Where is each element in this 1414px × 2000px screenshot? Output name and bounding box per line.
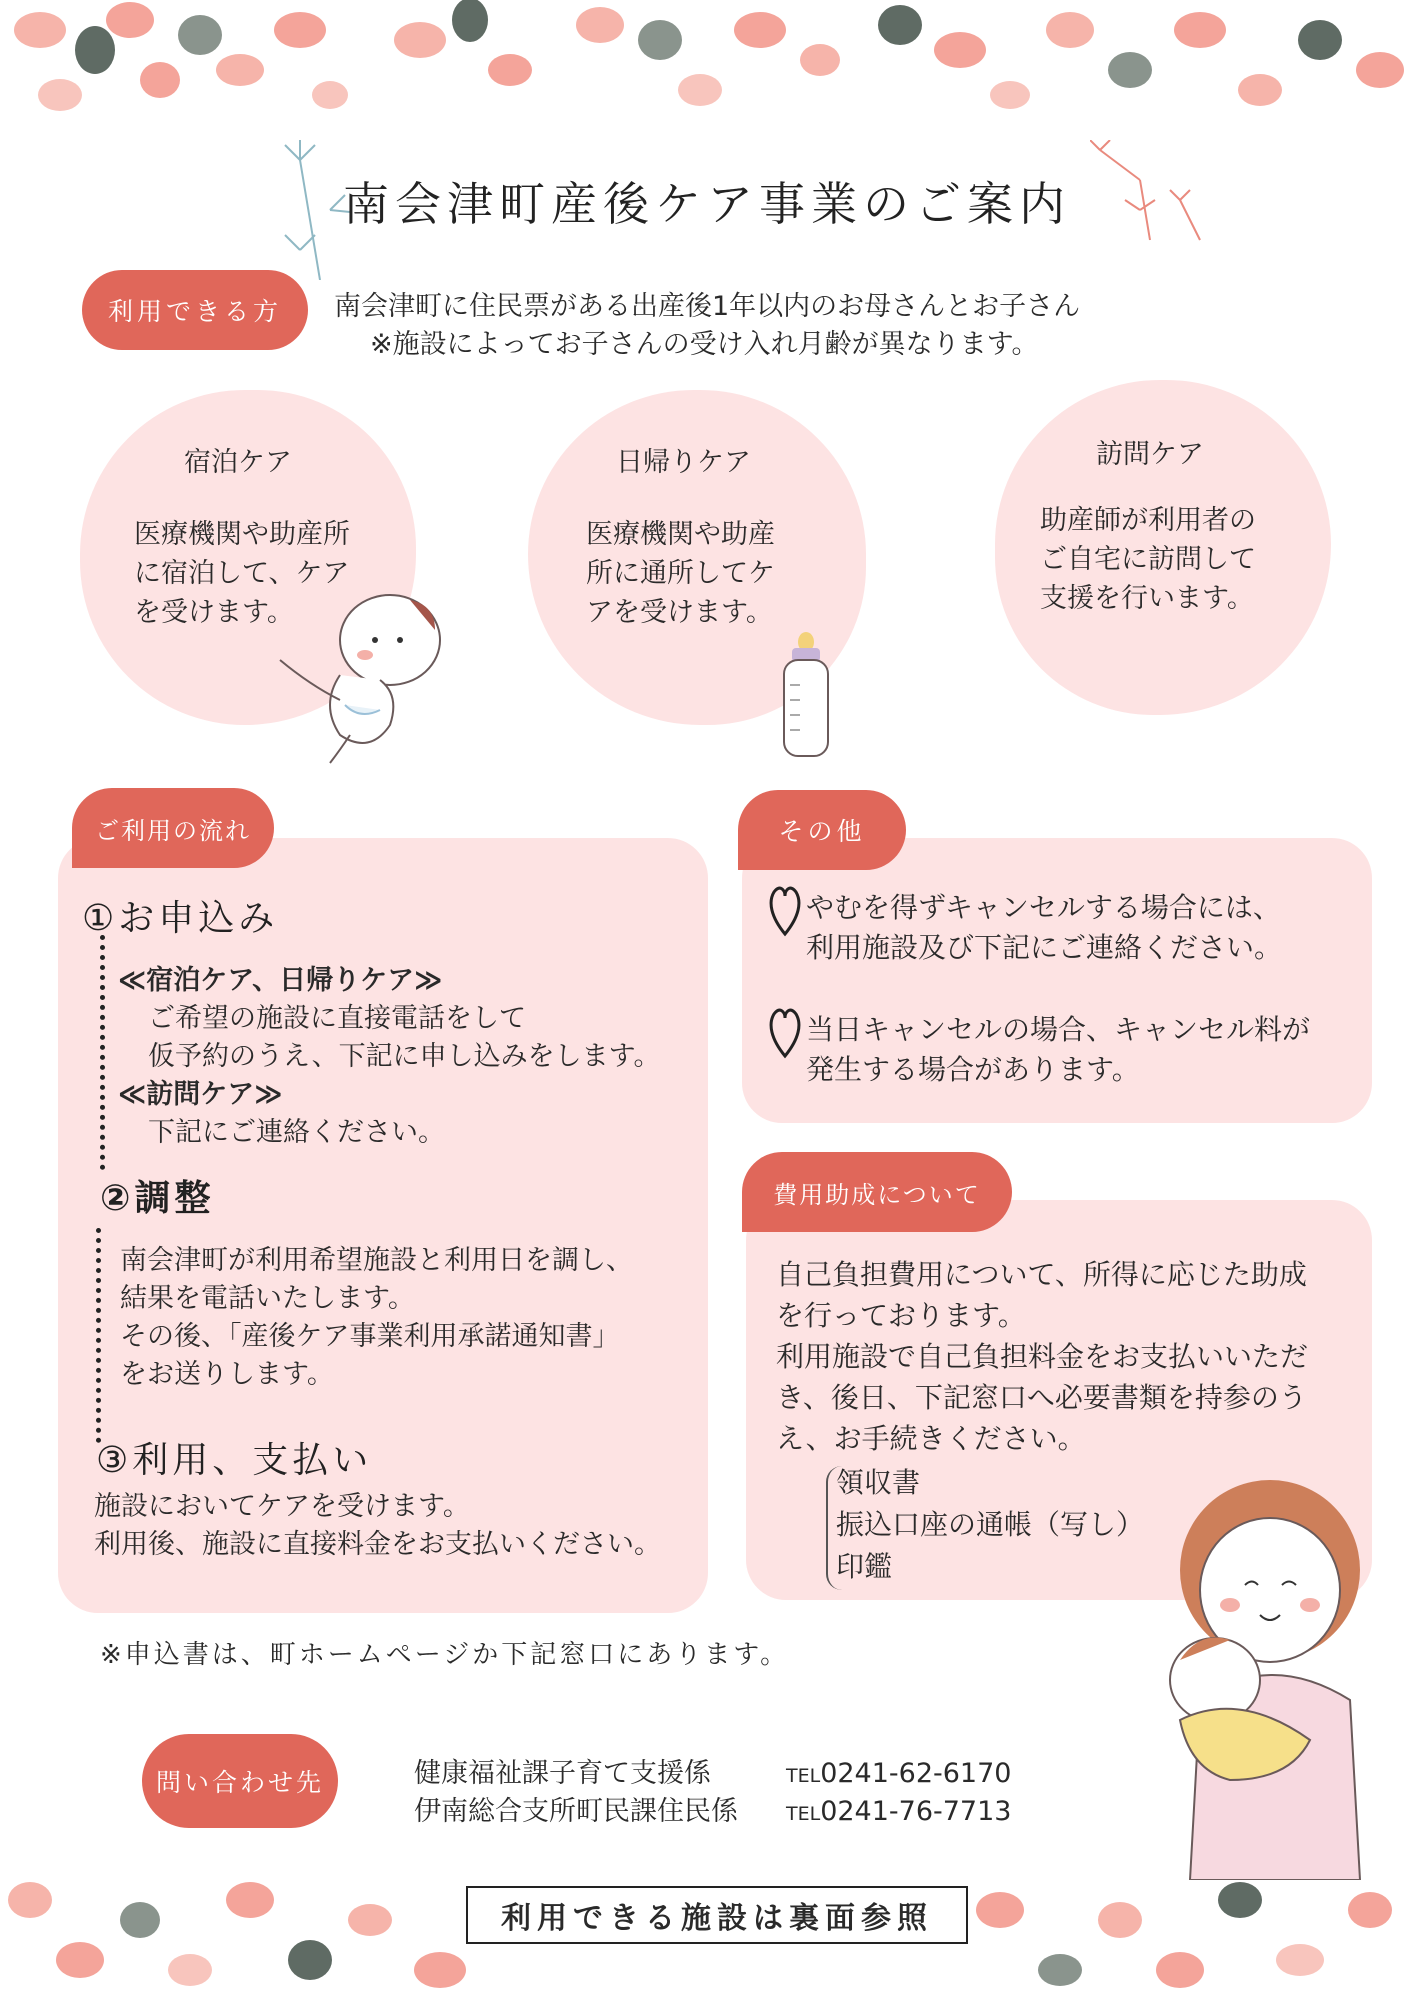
flower-border-top (0, 0, 1414, 150)
care-text-visit-2: ご自宅に訪問して (1040, 544, 1256, 575)
care-text-stay-1: 医療機関や助産所 (134, 519, 350, 550)
step2-line3: その後、「産後ケア事業利用承諾通知書」 (120, 1321, 620, 1352)
baby-icon (270, 585, 460, 765)
step2-line4: をお送りします。 (120, 1359, 334, 1390)
heart-icon (766, 882, 804, 938)
other-item1-line2: 利用施設及び下記にご連絡ください。 (806, 931, 1283, 964)
care-title-visit: 訪問ケア (1096, 439, 1204, 470)
contact-dept-2: 伊南総合支所町民課住民係 (414, 1796, 738, 1827)
subsidy-line3: 利用施設で自己負担料金をお支払いいただ (776, 1340, 1309, 1373)
eligibility-label: 利用できる方 (82, 270, 308, 350)
application-note: ※申込書は、町ホームページか下記窓口にあります。 (100, 1640, 790, 1670)
contact-label: 問い合わせ先 (142, 1734, 338, 1828)
flow-label: ご利用の流れ (72, 788, 274, 868)
baby-bottle-icon (776, 630, 836, 760)
other-item2-line1: 当日キャンセルの場合、キャンセル料が (806, 1013, 1311, 1046)
step2-line2: 結果を電話いたします。 (120, 1283, 415, 1314)
subsidy-doc-3: 印鑑 (836, 1550, 893, 1583)
contact-dept-1: 健康福祉課子育て支援係 (414, 1758, 711, 1789)
page-title: 南会津町産後ケア事業のご案内 (343, 177, 1071, 231)
tel-prefix-2: TEL (786, 1803, 821, 1825)
step3-line2: 利用後、施設に直接料金をお支払いください。 (94, 1529, 661, 1560)
care-text-stay-2: に宿泊して、ケア (134, 558, 350, 589)
tel-number-2: 0241-76-7713 (820, 1796, 1012, 1827)
eligibility-note: ※施設によってお子さんの受け入れ月齢が異なります。 (370, 329, 1039, 360)
care-title-stay: 宿泊ケア (184, 447, 292, 478)
other-label: その他 (738, 790, 906, 870)
care-text-visit-1: 助産師が利用者の (1040, 505, 1256, 536)
care-text-day-1: 医療機関や助産 (586, 519, 775, 550)
other-item1-line1: やむを得ずキャンセルする場合には、 (806, 891, 1281, 924)
step1-sub1-line1: ご希望の施設に直接電話をして (148, 1003, 526, 1034)
care-text-visit-3: 支援を行います。 (1040, 583, 1254, 614)
subsidy-doc-2: 振込口座の通帳（写し） (836, 1508, 1145, 1541)
contact-tel-2 (786, 1793, 1011, 1833)
mother-baby-icon (1140, 1480, 1380, 1880)
contact-tel-1 (786, 1755, 1011, 1795)
step2-connector (96, 1228, 101, 1443)
step1-connector (100, 935, 105, 1170)
eligibility-text: 南会津町に住民票がある出産後1年以内のお母さんとお子さん (334, 291, 1081, 322)
step1-sub2-line: 下記にご連絡ください。 (148, 1117, 445, 1148)
care-text-stay-3: を受けます。 (134, 597, 294, 628)
step2-title: ②調整 (100, 1178, 215, 1219)
care-title-day: 日帰りケア (616, 447, 751, 478)
tel-prefix-1: TEL (786, 1765, 821, 1787)
subsidy-line1: 自己負担費用について、所得に応じた助成 (776, 1258, 1307, 1291)
step2-line1: 南会津町が利用希望施設と利用日を調し、 (120, 1245, 633, 1276)
other-item2-line2: 発生する場合があります。 (806, 1053, 1140, 1086)
step1-title: ①お申込み (82, 898, 279, 939)
subsidy-line5: え、お手続きください。 (776, 1422, 1086, 1455)
step3-line1: 施設においてケアを受けます。 (94, 1491, 470, 1522)
subsidy-label: 費用助成について (742, 1152, 1012, 1232)
heart-icon-2 (766, 1004, 804, 1060)
subsidy-doc-1: 領収書 (836, 1466, 921, 1499)
step1-sub2: ≪訪問ケア≫ (118, 1079, 283, 1110)
facilities-reference: 利用できる施設は裏面参照 (466, 1886, 968, 1944)
flower-border-icon (0, 0, 1414, 150)
step1-sub1: ≪宿泊ケア、日帰りケア≫ (118, 965, 443, 996)
step3-title: ③利用、支払い (96, 1440, 373, 1481)
subsidy-line4: き、後日、下記窓口へ必要書類を持参のう (776, 1381, 1307, 1414)
care-text-day-3: アを受けます。 (586, 597, 773, 628)
care-text-day-2: 所に通所してケ (586, 558, 775, 589)
step1-sub1-line2: 仮予約のうえ、下記に申し込みをします。 (148, 1041, 661, 1072)
tel-number-1: 0241-62-6170 (820, 1758, 1012, 1789)
subsidy-line2: を行っております。 (776, 1299, 1026, 1332)
